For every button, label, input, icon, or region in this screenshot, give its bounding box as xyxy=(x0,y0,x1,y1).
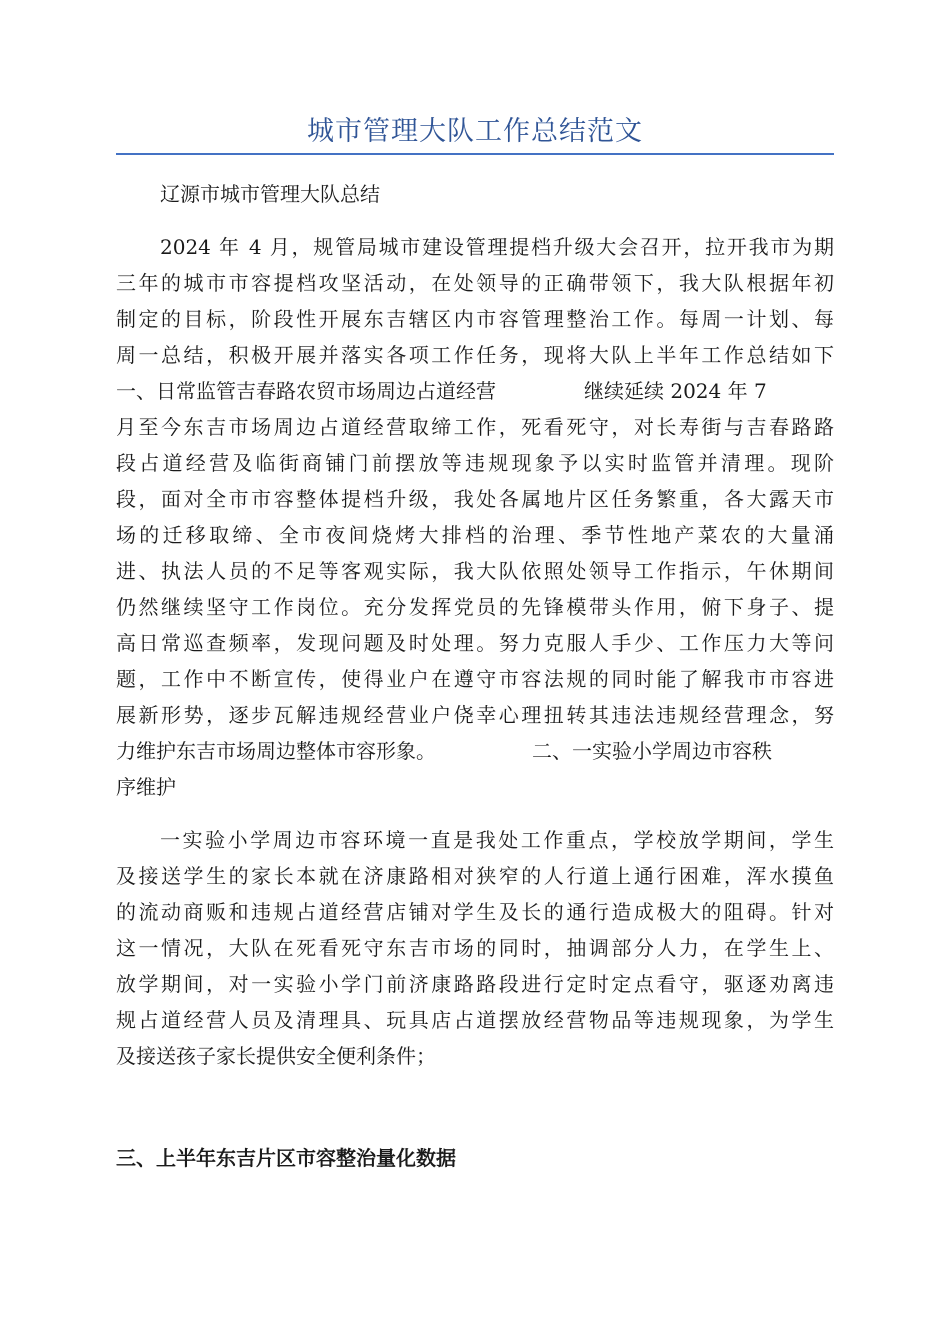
para1-line-4: 周一总结，积极开展并落实各项工作任务，现将大队上半年工作总结如下 xyxy=(116,343,834,367)
para2-last-text: 力维护东吉市场周边整体市容形象。 xyxy=(116,739,436,763)
section3-heading: 三、上半年东吉片区市容整治量化数据 xyxy=(116,1146,456,1170)
para2-line-8: 题，工作中不断宣传，使得业户在遵守市容法规的同时能了解我市市容进 xyxy=(116,667,834,691)
para2-line-7: 高日常巡查频率，发现问题及时处理。努力克服人手少、工作压力大等问 xyxy=(116,631,834,655)
section1-heading: 一、日常监管吉春路农贸市场周边占道经营 xyxy=(116,379,496,403)
para2-line-3: 段，面对全市市容整体提档升级，我处各属地片区任务繁重，各大露天市 xyxy=(116,487,834,511)
document-title: 城市管理大队工作总结范文 xyxy=(307,116,643,147)
para3-line-4: 这一情况，大队在死看死守东吉市场的同时，抽调部分人力，在学生上、 xyxy=(116,936,834,960)
section2-heading: 二、一实验小学周边市容秩 xyxy=(532,739,772,763)
para2-first-line xyxy=(116,373,834,409)
para3-line-6: 规占道经营人员及清理具、玩具店占道摆放经营物品等违规现象，为学生 xyxy=(116,1008,834,1032)
para1-line-3: 制定的目标，阶段性开展东吉辖区内市容管理整治工作。每周一计划、每 xyxy=(116,307,834,331)
para3-line-7: 及接送孩子家长提供安全便利条件； xyxy=(116,1044,436,1068)
para3-line-1: 一实验小学周边市容环境一直是我处工作重点，学校放学期间，学生 xyxy=(160,828,834,852)
para2-line-1: 月至今东吉市场周边占道经营取缔工作，死看死守，对长寿街与吉春路路 xyxy=(116,415,834,439)
para3-line-2: 及接送学生的家长本就在济康路相对狭窄的人行道上通行困难，浑水摸鱼 xyxy=(116,864,834,888)
para2-line-4: 场的迁移取缔、全市夜间烧烤大排档的治理、季节性地产菜农的大量涌 xyxy=(116,523,834,547)
title-underline xyxy=(116,153,834,155)
section2-heading-tail: 序维护 xyxy=(116,775,176,799)
para2-line-6: 仍然继续坚守工作岗位。充分发挥党员的先锋模带头作用，俯下身子、提 xyxy=(116,595,834,619)
para2-line-5: 进、执法人员的不足等客观实际，我大队依照处领导工作指示，午休期间 xyxy=(116,559,834,583)
para2-first-continuation: 继续延续 2024 年 7 xyxy=(584,379,767,403)
para1-line-1: 2024 年 4 月，规管局城市建设管理提档升级大会召开，拉开我市为期 xyxy=(160,235,834,259)
subtitle-line: 辽源市城市管理大队总结 xyxy=(160,182,380,206)
para3-line-3: 的流动商贩和违规占道经营店铺对学生及长的通行造成极大的阻碍。针对 xyxy=(116,900,834,924)
para3-line-5: 放学期间，对一实验小学门前济康路路段进行定时定点看守，驱逐劝离违 xyxy=(116,972,834,996)
para2-line-2: 段占道经营及临街商铺门前摆放等违规现象予以实时监管并清理。现阶 xyxy=(116,451,834,475)
para2-last-line xyxy=(116,733,834,769)
para2-line-9: 展新形势，逐步瓦解违规经营业户侥幸心理扭转其违法违规经营理念，努 xyxy=(116,703,834,727)
para1-line-2: 三年的城市市容提档攻坚活动，在处领导的正确带领下，我大队根据年初 xyxy=(116,271,834,295)
